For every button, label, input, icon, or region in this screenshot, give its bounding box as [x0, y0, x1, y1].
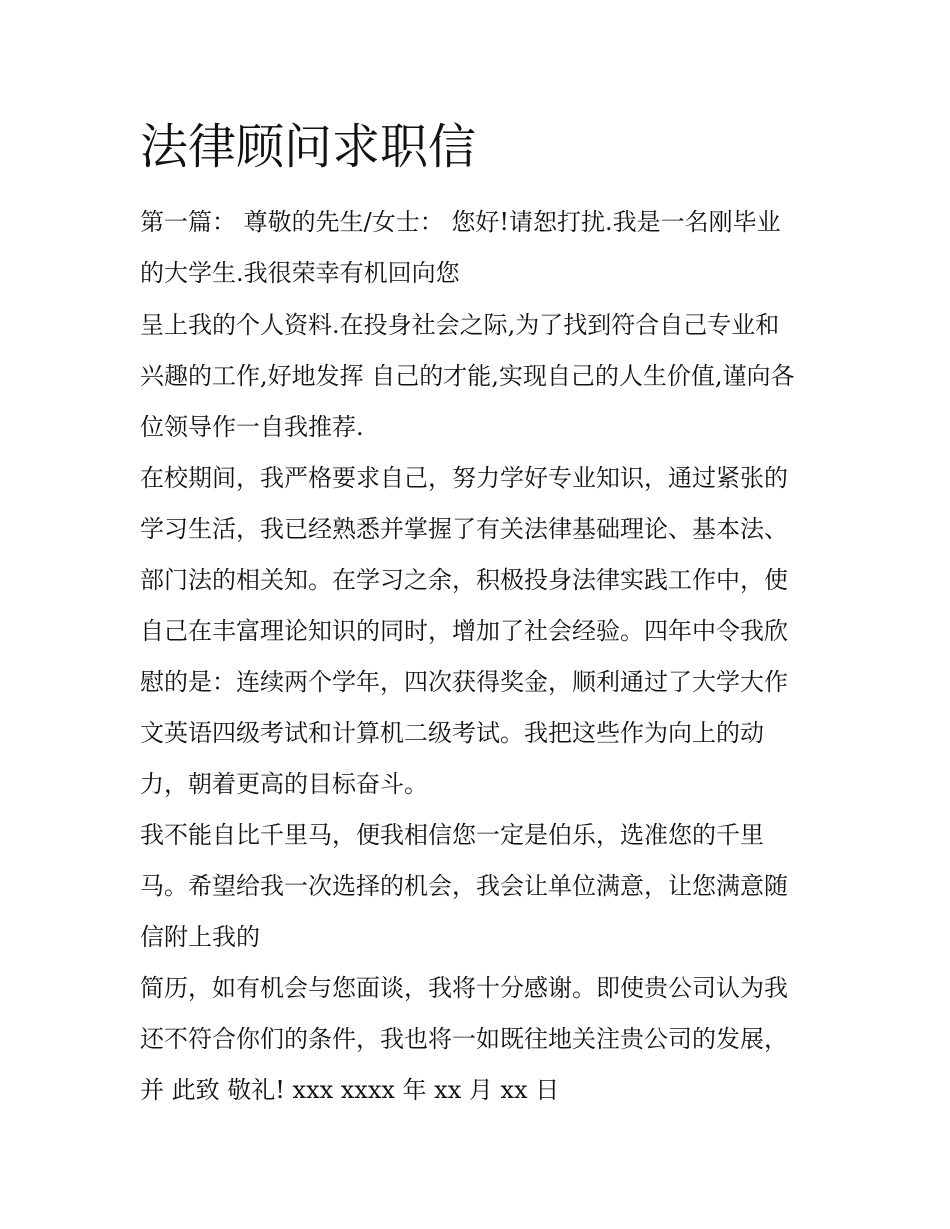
- body-line-9: 自己在丰富理论知识的同时，增加了社会经验。四年中令我欣: [140, 617, 788, 645]
- body-line-4: 兴趣的工作,好地发挥 自己的才能,实现自己的人生价值,谨向各: [140, 362, 795, 390]
- body-line-13: 我不能自比千里马，便我相信您一定是伯乐，选准您的千里: [140, 821, 764, 849]
- body-line-6: 在校期间，我严格要求自己，努力学好专业知识，通过紧张的: [140, 464, 788, 492]
- body-line-8: 部门法的相关知。在学习之余，积极投身法律实践工作中，使: [140, 566, 788, 594]
- body-line-7: 学习生活，我已经熟悉并掌握了有关法律基础理论、基本法、: [140, 515, 788, 543]
- body-line-18: 并 此致 敬礼! xxx xxxx 年 xx 月 xx 日: [140, 1076, 560, 1104]
- body-line-15: 信附上我的: [140, 923, 260, 951]
- body-line-16: 简历，如有机会与您面谈，我将十分感谢。即使贵公司认为我: [140, 974, 788, 1002]
- document-title: 法律顾问求职信: [140, 119, 477, 175]
- body-line-5: 位领导作一自我推荐.: [140, 413, 364, 441]
- body-line-1: 第一篇： 尊敬的先生/女士： 您好!请恕打扰.我是一名刚毕业: [140, 208, 781, 236]
- body-line-3: 呈上我的个人资料.在投身社会之际,为了找到符合自己专业和: [140, 311, 780, 339]
- body-line-14: 马。希望给我一次选择的机会，我会让单位满意，让您满意随: [140, 872, 788, 900]
- body-line-17: 还不符合你们的条件，我也将一如既往地关注贵公司的发展，: [140, 1025, 788, 1053]
- body-line-2: 的大学生.我很荣幸有机回向您: [140, 259, 460, 287]
- body-line-11: 文英语四级考试和计算机二级考试。我把这些作为向上的动: [140, 719, 764, 747]
- body-line-10: 慰的是：连续两个学年，四次获得奖金，顺利通过了大学大作: [140, 668, 788, 696]
- body-line-12: 力，朝着更高的目标奋斗。: [140, 770, 428, 798]
